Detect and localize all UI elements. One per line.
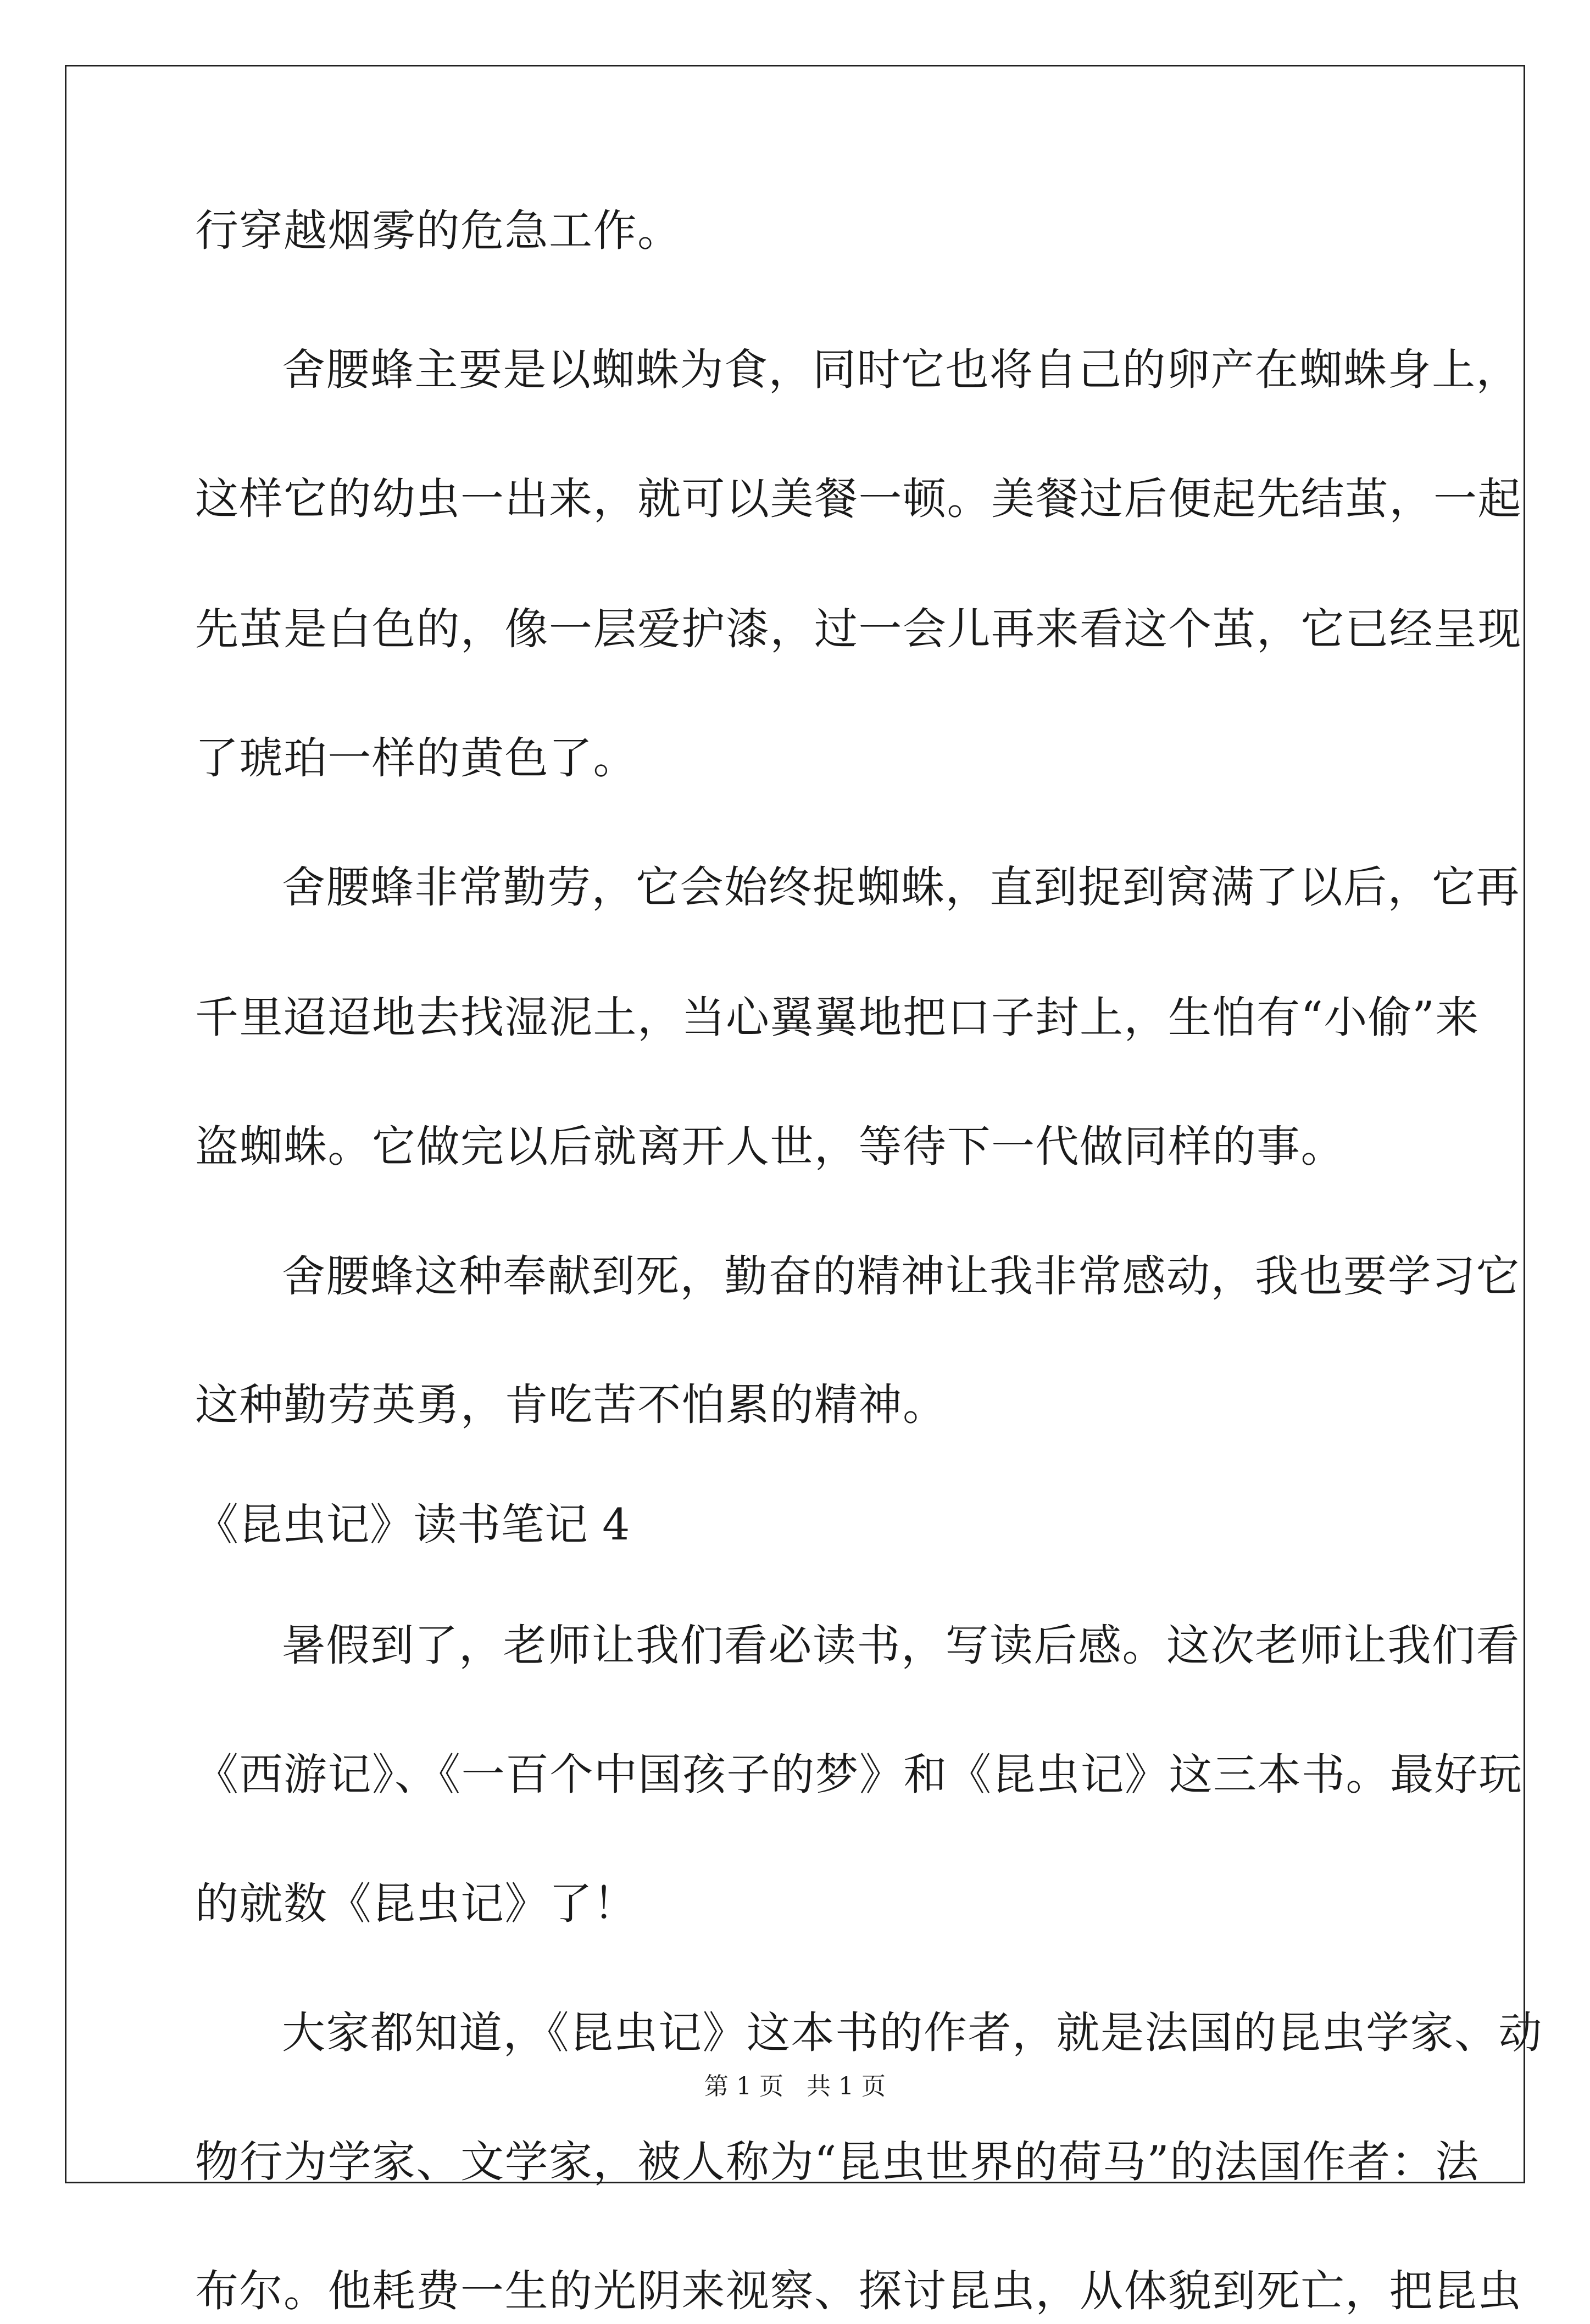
text-line: 千里迢迢地去找湿泥土，当心翼翼地把口子封上，生怕有“小偷”来 [195, 992, 1480, 1043]
text-line: 这样它的幼虫一出来，就可以美餐一顿。美餐过后便起先结茧，一起 [195, 474, 1522, 524]
page-number: 第 1 页 [704, 2072, 784, 2100]
text-line: 舍腰蜂非常勤劳，它会始终捉蜘蛛，直到捉到窝满了以后，它再 [282, 862, 1520, 913]
text-line: 《西游记》、《一百个中国孩子的梦》和《昆虫记》这三本书。最好玩 [195, 1749, 1523, 1800]
section-heading: 《昆虫记》读书笔记 4 [195, 1499, 630, 1550]
text-line: 这种勤劳英勇，肯吃苦不怕累的精神。 [195, 1380, 947, 1430]
text-line: 物行为学家、文学家，被人称为“昆虫世界的荷马”的法国作者：法 [195, 2137, 1480, 2187]
text-line: 暑假到了，老师让我们看必读书，写读后感。这次老师让我们看 [282, 1620, 1520, 1671]
text-line: 的就数《昆虫记》了！ [195, 1878, 637, 1929]
text-line: 布尔。他耗费一生的光阴来视察、探讨昆虫，从体貌到死亡，把昆虫 [195, 2266, 1522, 2316]
page-footer [0, 2070, 1590, 2103]
text-line: 大家都知道，《昆虫记》这本书的作者，就是法国的昆虫学家、动 [282, 2008, 1543, 2058]
text-line: 先茧是白色的，像一层爱护漆，过一会儿再来看这个茧，它已经呈现 [195, 604, 1522, 654]
text-line: 舍腰蜂主要是以蜘蛛为食，同时它也将自己的卵产在蜘蛛身上， [282, 344, 1520, 395]
text-line: 盗蜘蛛。它做完以后就离开人世，等待下一代做同样的事。 [195, 1121, 1345, 1172]
text-line: 行穿越烟雾的危急工作。 [195, 205, 682, 256]
text-line: 了琥珀一样的黄色了。 [195, 733, 637, 783]
page-total: 共 1 页 [806, 2072, 886, 2100]
text-line: 舍腰蜂这种奉献到死，勤奋的精神让我非常感动，我也要学习它 [282, 1251, 1520, 1302]
